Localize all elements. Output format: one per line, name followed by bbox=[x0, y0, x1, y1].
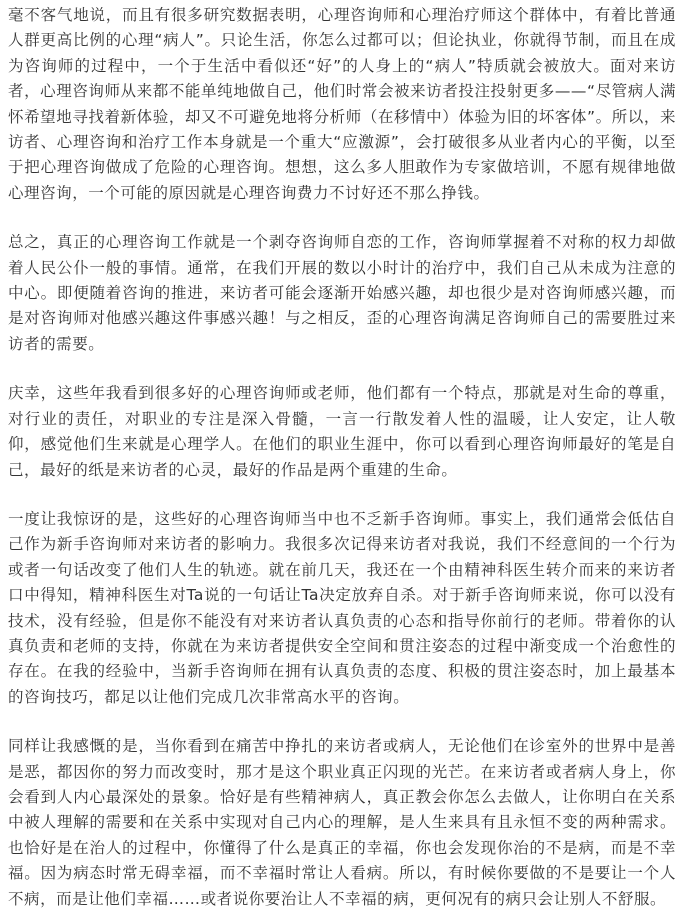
paragraph-3: 庆幸，这些年我看到很多好的心理咨询师或老师，他们都有一个特点，那就是对生命的尊重，对行业的责任，对职业的专注是深入骨髓，一言一行散发着人性的温暖，让人安定，让人敬仰，感觉他们生来就是心理学人。在他们的职业生涯中，你可以看到心理咨询师最好的笔是自己，最好的纸是来访者的心灵，最好的作品是两个重建的生命。 bbox=[8, 384, 676, 479]
paragraph-2: 总之，真正的心理咨询工作就是一个剥夺咨询师自恋的工作，咨询师掌握着不对称的权力却做着人民公仆一般的事情。通常，在我们开展的数以小时计的治疗中，我们自己从未成为注意的中心。即便随着咨询的推进，来访者可能会逐渐开始感兴趣，却也很少是对咨询师感兴趣，而是对咨询师对他感兴趣这件事感兴趣！与之相反，歪的心理咨询满足咨询师自己的需要胜过来访者的需要。 bbox=[8, 233, 676, 353]
paragraph-4: 一度让我惊讶的是，这些好的心理咨询师当中也不乏新手咨询师。事实上，我们通常会低估自己作为新手咨询师对来访者的影响力。我很多次记得来访者对我说，我们不经意间的一个行为或者一句话改变了他们人生的轨迹。就在前几天，我还在一个由精神科医生转介而来的来访者口中得知，精神科医生对Ta说的一句话让Ta决定放弃自杀。对于新手咨询师来说，你可以没有技术，没有经验，但是你不能没有对来访者认真负责的心态和指导你前行的老师。带着你的认真负责和老师的支持，你就在为来访者提供安全空间和贯注姿态的过程中渐变成一个治愈性的存在。在我的经验中，当新手咨询师在拥有认真负责的态度、积极的贯注姿态时，加上最基本的咨询技巧，都足以让他们完成几次非常高水平的咨询。 bbox=[8, 509, 676, 706]
paragraph-1: 毫不客气地说，而且有很多研究数据表明，心理咨询师和心理治疗师这个群体中，有着比普通人群更高比例的心理“病人”。只论生活，你怎么过都可以；但论执业，你就得节制，而且在成为咨询师的过程中，一个于生活中看似还“好”的人身上的“病人”特质就会被放大。面对来访者，心理咨询师从来都不能单纯地做自己，他们时常会被来访者投注投射更多——“尽管病人满怀希望地寻找着新体验，却又不可避免地将分析师（在移情中）体验为旧的坏客体”。所以，来访者、心理咨询和治疗工作本身就是一个重大“应激源”，会打破很多从业者内心的平衡，以至于把心理咨询做成了危险的心理咨询。想想，这么多人胆敢作为专家做培训，不愿有规律地做心理咨询，一个可能的原因就是心理咨询费力不讨好还不那么挣钱。 bbox=[8, 6, 676, 202]
article-body bbox=[8, 3, 676, 912]
paragraph-5: 同样让我感慨的是，当你看到在痛苦中挣扎的来访者或病人，无论他们在诊室外的世界中是善是恶，都因你的努力而改变时，那才是这个职业真正闪现的光芒。在来访者或者病人身上，你会看到人内心最深处的景象。恰好是有些精神病人，真正教会你怎么去做人，让你明白在关系中被人理解的需要和在关系中实现对自己内心的理解，是人生来具有且永恒不变的两种需求。也恰好是在治人的过程中，你懂得了什么是真正的幸福，你也会发现你治的不是病，而是不幸福。因为病态时常无碍幸福，而不幸福时常让人看病。所以，有时候你要做的不是要让一个人不病，而是让他们幸福……或者说你要治让人不幸福的病，更何况有的病只会让别人不舒服。 bbox=[8, 737, 676, 908]
